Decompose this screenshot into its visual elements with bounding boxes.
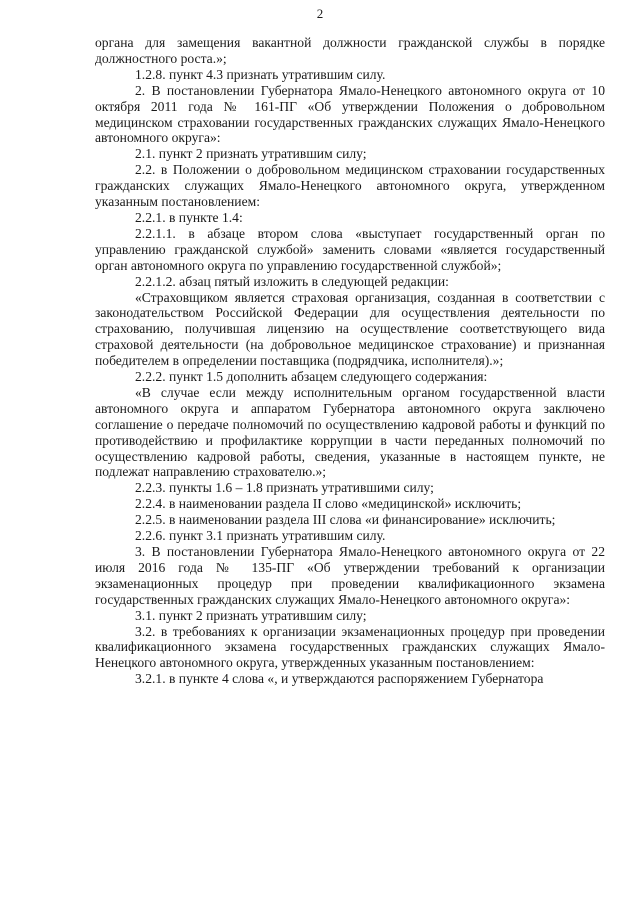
paragraph: 2.2.3. пункты 1.6 – 1.8 признать утратившими силу; bbox=[135, 480, 434, 496]
paragraph: 2.2.1.1. в абзаце втором слова «выступает государственный орган по управлению гражданской службой» заменить словами «является государственный орган автономного округа по управлению государственной службой»; bbox=[95, 225, 605, 273]
page-number: 2 bbox=[316, 6, 324, 21]
paragraph: 2. В постановлении Губернатора Ямало-Ненецкого автономного округа от 10 октября 2011 года № 161-ПГ «Об утверждении Положения о добровольном медицинском страховании государственных гражданских служащих Ямало-Ненецкого автономного округа»: bbox=[95, 82, 605, 146]
paragraph: «Страховщиком является страховая организация, созданная в соответствии с законодательством Российской Федерации для осуществления деятельности по страхованию, получившая лицензию на осуществление соответствующего вида страховой деятельности (на добровольное медицинское страхование) и признанная победителем в определении поставщика (подрядчика, исполнителя).»; bbox=[95, 289, 605, 369]
paragraph: 3.1. пункт 2 признать утратившим силу; bbox=[135, 607, 367, 623]
paragraph: 2.2.2. пункт 1.5 дополнить абзацем следующего содержания: bbox=[135, 369, 488, 385]
paragraph: 2.2. в Положении о добровольном медицинском страховании государственных гражданских служащих Ямало-Ненецкого автономного округа, утвержденном указанным постановлением: bbox=[95, 162, 605, 210]
paragraph: 2.2.4. в наименовании раздела II слово «медицинской» исключить; bbox=[135, 496, 522, 512]
document-body bbox=[95, 35, 605, 687]
paragraph: органа для замещения вакантной должности гражданской службы в порядке должностного роста.»; bbox=[95, 35, 605, 66]
paragraph: «В случае если между исполнительным органом государственной власти автономного округа и аппаратом Губернатора автономного округа заключено соглашение о передаче полномочий по осуществлению кадровой работы и функций по противодействию и профилактике коррупции в части переданных полномочий по осуществлению кадровой работы, сведения, указанные в настоящем пункте, не подлежат направлению страхователю.»; bbox=[95, 384, 605, 480]
paragraph: 3. В постановлении Губернатора Ямало-Ненецкого автономного округа от 22 июля 2016 года № 135-ПГ «Об утверждении требований к организации экзаменационных процедур при проведении квалификационного экзамена государственных гражданских служащих Ямало-Ненецкого автономного округа»: bbox=[95, 544, 605, 607]
paragraph: 2.1. пункт 2 признать утратившим силу; bbox=[135, 146, 367, 162]
paragraph: 2.2.6. пункт 3.1 признать утратившим силу. bbox=[135, 528, 386, 544]
paragraph: 2.2.5. в наименовании раздела III слова «и финансирование» исключить; bbox=[135, 512, 556, 528]
paragraph: 2.2.1. в пункте 1.4: bbox=[135, 209, 243, 225]
paragraph: 3.2. в требованиях к организации экзаменационных процедур при проведении квалификационного экзамена государственных гражданских служащих Ямало-Ненецкого автономного округа, утвержденных указанным постановлением: bbox=[95, 623, 605, 671]
paragraph: 3.2.1. в пункте 4 слова «, и утверждаются распоряжением Губернатора bbox=[135, 671, 544, 687]
paragraph: 2.2.1.2. абзац пятый изложить в следующей редакции: bbox=[135, 273, 449, 289]
paragraph: 1.2.8. пункт 4.3 признать утратившим силу. bbox=[135, 66, 386, 82]
